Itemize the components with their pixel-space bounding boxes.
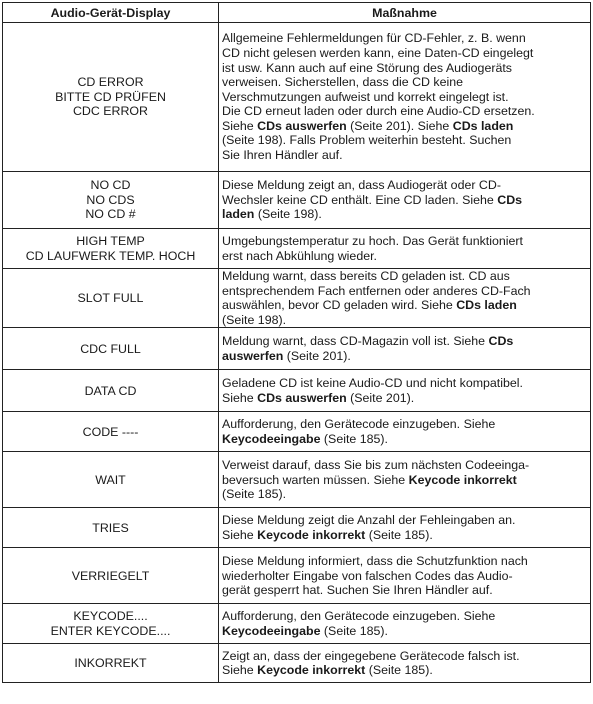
action-text: (Seite 185). xyxy=(365,663,433,678)
display-message-cell xyxy=(3,269,219,328)
display-message: ENTER KEYCODE.... xyxy=(50,623,171,638)
display-message: TRIES xyxy=(92,520,129,535)
action-text: (Seite 185). xyxy=(320,431,388,446)
action-cell xyxy=(219,412,591,452)
display-message-cell xyxy=(3,644,219,683)
action-text-line xyxy=(222,458,586,473)
action-text-line xyxy=(222,207,586,222)
action-text: (Seite 201). xyxy=(346,390,415,405)
action-text: Sie Ihren Händler auf. xyxy=(222,148,343,163)
action-text-line xyxy=(222,663,586,678)
display-message: CDC ERROR xyxy=(72,104,149,119)
display-message: WAIT xyxy=(95,472,126,487)
action-text-line xyxy=(222,90,586,105)
page-reference: Keycode inkorrekt xyxy=(257,527,366,542)
table-row xyxy=(3,644,591,683)
action-text: verweisen. Sicherstellen, dass die CD keine xyxy=(222,75,464,90)
action-text: (Seite 185). xyxy=(320,623,388,638)
action-text: Aufforderung, den Gerätecode einzugeben. Siehe xyxy=(222,609,496,624)
action-text: (Seite 198). xyxy=(254,207,322,222)
action-text: Umgebungstemperatur zu hoch. Das Gerät funktioniert xyxy=(222,233,523,248)
display-message: HIGH TEMP xyxy=(76,233,145,248)
action-text: Zeigt an, dass der eingegebene Gerätecode falsch ist. xyxy=(222,648,520,663)
table-row xyxy=(3,328,591,370)
action-cell xyxy=(219,172,591,229)
action-text-line xyxy=(222,569,586,584)
display-message: BITTE CD PRÜFEN xyxy=(55,89,166,104)
action-text: gerät gesperrt hat. Suchen Sie Ihren Händler auf. xyxy=(222,583,493,598)
table-row xyxy=(3,508,591,548)
action-text-line xyxy=(222,376,586,391)
display-message-cell xyxy=(3,508,219,548)
action-text: beversuch warten müssen. Siehe xyxy=(222,472,409,487)
action-text-line xyxy=(222,46,586,61)
action-text: auswählen, bevor CD geladen wird. Siehe xyxy=(222,298,457,313)
table-row xyxy=(3,269,591,328)
page-reference: CDs xyxy=(497,192,523,207)
audio-display-table xyxy=(2,2,591,683)
display-message: CDC FULL xyxy=(80,341,141,356)
action-text-line xyxy=(222,234,586,249)
page-reference: laden xyxy=(222,207,255,222)
action-text-line xyxy=(222,649,586,664)
header-audio-display: Audio-Gerät-Display xyxy=(3,3,219,23)
action-text: Meldung warnt, dass CD-Magazin voll ist. Siehe xyxy=(222,334,489,349)
display-message-cell xyxy=(3,412,219,452)
table-row xyxy=(3,412,591,452)
action-text-line xyxy=(222,178,586,193)
action-text-line xyxy=(222,473,586,488)
action-cell xyxy=(219,548,591,604)
display-message: KEYCODE.... xyxy=(73,609,148,624)
action-text: Wechsler keine CD enthält. Eine CD laden. Siehe xyxy=(222,192,498,207)
display-message-cell xyxy=(3,452,219,508)
display-message: CODE ---- xyxy=(82,424,139,439)
table-row xyxy=(3,604,591,644)
action-text-line xyxy=(222,269,586,284)
display-message-cell xyxy=(3,172,219,229)
page-reference: CDs auswerfen xyxy=(257,118,347,133)
action-text-line xyxy=(222,487,586,502)
page-reference: CDs laden xyxy=(456,298,517,313)
action-text: Meldung warnt, dass bereits CD geladen ist. CD aus xyxy=(222,269,510,283)
action-text: (Seite 198). xyxy=(222,312,287,327)
display-message: DATA CD xyxy=(84,383,137,398)
table-row xyxy=(3,229,591,269)
action-text-line xyxy=(222,119,586,134)
header-measure: Maßnahme xyxy=(219,3,591,23)
action-text-line xyxy=(222,391,586,406)
action-text: Siehe xyxy=(222,390,258,405)
page-reference: Keycode inkorrekt xyxy=(408,472,517,487)
action-cell xyxy=(219,370,591,412)
action-text-line xyxy=(222,334,586,349)
action-text-line xyxy=(222,609,586,624)
action-text: Allgemeine Fehlermeldungen für CD-Fehler, z. B. wenn xyxy=(222,31,526,46)
action-text-line xyxy=(222,583,586,598)
action-text: Siehe xyxy=(222,118,258,133)
action-text: ist usw. Kann auch auf eine Störung des Audiogeräts xyxy=(222,60,512,75)
display-message: CD ERROR xyxy=(77,75,144,90)
table-row xyxy=(3,172,591,229)
action-text-line xyxy=(222,133,586,148)
table-row xyxy=(3,370,591,412)
action-text-line xyxy=(222,624,586,639)
action-cell xyxy=(219,229,591,269)
action-text: (Seite 185). xyxy=(222,487,287,502)
table-body xyxy=(3,23,591,683)
action-text: CD nicht gelesen werden kann, eine Daten-CD eingelegt xyxy=(222,45,534,60)
display-message: NO CDS xyxy=(86,192,135,207)
action-cell xyxy=(219,23,591,172)
page-reference: auswerfen xyxy=(222,348,284,363)
action-cell xyxy=(219,269,591,328)
action-text-line xyxy=(222,61,586,76)
action-text: Geladene CD ist keine Audio-CD und nicht kompatibel. xyxy=(222,376,523,391)
action-text-line xyxy=(222,554,586,569)
display-message-cell xyxy=(3,370,219,412)
display-message: SLOT FULL xyxy=(77,290,144,305)
action-cell xyxy=(219,452,591,508)
action-text-line xyxy=(222,75,586,90)
action-text: Verweist darauf, dass Sie bis zum nächsten Codeeinga- xyxy=(222,457,530,472)
action-text: (Seite 201). Siehe xyxy=(346,118,453,133)
action-text-line xyxy=(222,193,586,208)
display-message: NO CD xyxy=(90,178,131,193)
action-text: Die CD erneut laden oder durch eine Audio-CD ersetzen. xyxy=(222,104,535,119)
display-message-cell xyxy=(3,229,219,269)
display-message-cell xyxy=(3,604,219,644)
action-text-line xyxy=(222,349,586,364)
table-row xyxy=(3,23,591,172)
display-message: INKORREKT xyxy=(74,656,147,671)
action-text: Aufforderung, den Gerätecode einzugeben. Siehe xyxy=(222,417,496,432)
action-text: Siehe xyxy=(222,527,258,542)
page-reference: CDs auswerfen xyxy=(257,390,347,405)
display-message: CD LAUFWERK TEMP. HOCH xyxy=(25,248,196,263)
page-reference: Keycodeeingabe xyxy=(222,623,321,638)
table-row xyxy=(3,548,591,604)
action-text-line xyxy=(222,513,586,528)
action-text-line xyxy=(222,528,586,543)
display-message-cell xyxy=(3,328,219,370)
page-reference: CDs xyxy=(488,334,514,349)
action-text-line xyxy=(222,313,586,328)
display-message: VERRIEGELT xyxy=(71,568,150,583)
action-text: wiederholter Eingabe von falschen Codes das Audio- xyxy=(222,568,513,583)
action-text: (Seite 201). xyxy=(283,348,351,363)
action-cell xyxy=(219,644,591,683)
page-reference: Keycodeeingabe xyxy=(222,431,321,446)
action-text-line xyxy=(222,148,586,163)
page-reference: Keycode inkorrekt xyxy=(257,663,366,678)
table-header-row xyxy=(3,3,591,23)
action-text: (Seite 198). Falls Problem weiterhin besteht. Suchen xyxy=(222,133,512,148)
action-text: Diese Meldung zeigt an, dass Audiogerät oder CD- xyxy=(222,178,501,193)
action-text-line xyxy=(222,284,586,299)
action-text: Siehe xyxy=(222,663,258,678)
action-text: (Seite 185). xyxy=(365,527,433,542)
action-text: entsprechendem Fach entfernen oder anderes CD-Fach xyxy=(222,283,531,298)
display-message: NO CD # xyxy=(85,207,136,222)
action-text-line xyxy=(222,298,586,313)
action-text-line xyxy=(222,249,586,264)
action-cell xyxy=(219,328,591,370)
display-message-cell xyxy=(3,548,219,604)
action-text-line xyxy=(222,31,586,46)
action-text-line xyxy=(222,417,586,432)
action-cell xyxy=(219,508,591,548)
page-reference: CDs laden xyxy=(452,118,514,133)
action-text: Diese Meldung informiert, dass die Schutzfunktion nach xyxy=(222,553,528,568)
action-cell xyxy=(219,604,591,644)
action-text-line xyxy=(222,104,586,119)
action-text: Diese Meldung zeigt die Anzahl der Fehleingaben an. xyxy=(222,513,516,528)
table-row xyxy=(3,452,591,508)
action-text: erst nach Abkühlung wieder. xyxy=(222,248,377,263)
display-message-cell xyxy=(3,23,219,172)
action-text-line xyxy=(222,432,586,447)
action-text: Verschmutzungen aufweist und korrekt eingelegt ist. xyxy=(222,89,509,104)
